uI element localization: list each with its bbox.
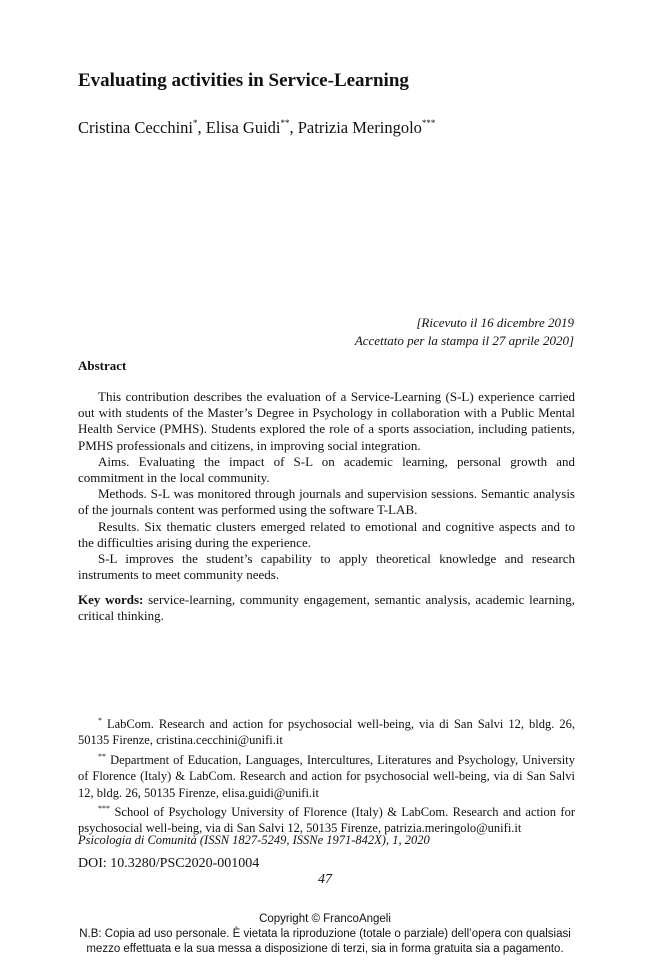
abstract-paragraph: This contribution describes the evaluation of a Service-Learning (S-L) experience carried out with students of the Master’s Degree in Psychology in collaboration with a Public Mental Health Service (PMHS). Students explored the role of a sports association, including patients, PMHS professionals and citizens, in improving social integration. [78, 389, 575, 453]
keywords-label: Key words: [78, 592, 144, 607]
footnote-mark: ** [98, 751, 106, 761]
author-footnote-mark: * [193, 118, 198, 128]
submission-dates [355, 314, 574, 350]
footnote-text: LabCom. Research and action for psychosocial well-being, via di San Salvi 12, bldg. 26, 50135 Firenze, cristina.cecchini@unifi.it [78, 717, 575, 748]
author-footnotes [78, 713, 575, 837]
author-footnote-mark: ** [280, 118, 290, 128]
abstract-paragraph: Results. Six thematic clusters emerged related to emotional and cognitive aspects and to the difficulties arising during the experience. [78, 518, 575, 550]
footnote-text: Department of Education, Languages, Intercultures, Literatures and Psychology, University of Florence (Italy) & LabCom. Research and action for psychosocial well-being, via di San Salvi 12, bldg. 26, 50135 Firenze, elisa.guidi@unifi.it [78, 752, 575, 800]
footnote [78, 713, 575, 749]
author-name: Cristina Cecchini [78, 118, 194, 137]
author-separator: , [289, 118, 298, 137]
footnote-mark: *** [98, 804, 110, 814]
abstract-heading: Abstract [78, 358, 127, 373]
copyright-line: Copyright © FrancoAngeli [259, 913, 391, 925]
doi: DOI: 10.3280/PSC2020-001004 [78, 856, 260, 871]
author-footnote-mark: *** [421, 118, 436, 128]
received-date: [Ricevuto il 16 dicembre 2019 [416, 315, 574, 330]
keywords [78, 592, 575, 624]
abstract-body [78, 389, 575, 583]
footnote-text: School of Psychology University of Florence (Italy) & LabCom. Research and action for psychosocial well-being, via di San Salvi 12, 50135 Firenze, patrizia.meringolo@unifi.it [78, 805, 575, 836]
journal-citation: Psicologia di Comunità (ISSN 1827-5249, ISSNe 1971-842X), 1, 2020 [78, 833, 430, 847]
footnote [78, 801, 575, 837]
footnote-mark: * [98, 716, 102, 725]
author-separator: , [197, 118, 206, 137]
copyright-line: mezzo effettuata e la sua messa a disposizione di terzi, sia in forma gratuita sia a pagamento. [86, 943, 564, 955]
author-name: Elisa Guidi [205, 118, 281, 137]
abstract-paragraph: Aims. Evaluating the impact of S-L on academic learning, personal growth and commitment in the local community. [78, 453, 575, 486]
keywords-text: service-learning, community engagement, semantic analysis, academic learning, critical thinking. [78, 592, 575, 624]
author-list [78, 118, 435, 138]
copyright-notice [0, 912, 650, 957]
author-name: Patrizia Meringolo [297, 118, 422, 137]
footnote [78, 749, 575, 801]
copyright-line: N.B: Copia ad uso personale. È vietata la riproduzione (totale o parziale) dell’opera con qualsiasi [79, 928, 571, 940]
page-number: 47 [318, 872, 332, 887]
abstract-paragraph: S-L improves the student’s capability to apply theoretical knowledge and research instruments to meet community needs. [78, 551, 575, 583]
abstract-paragraph: Methods. S-L was monitored through journals and supervision sessions. Semantic analysis of the journals content was performed using the software T-LAB. [78, 486, 575, 518]
accepted-date: Accettato per la stampa il 27 aprile 2020] [354, 333, 574, 348]
article-title: Evaluating activities in Service-Learning [78, 70, 409, 91]
